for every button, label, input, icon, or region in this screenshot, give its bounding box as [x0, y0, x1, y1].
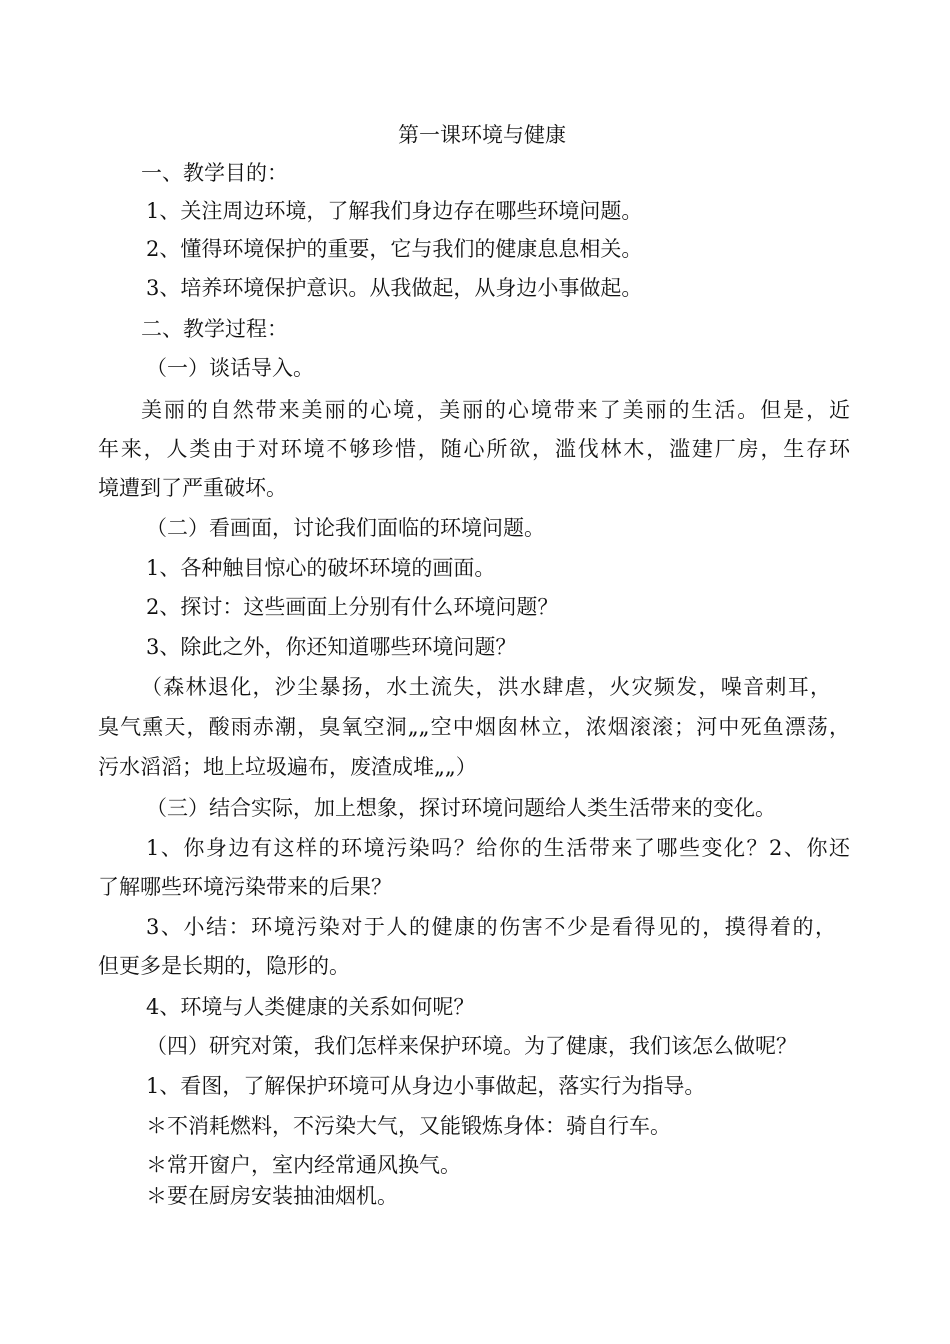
- goal-item-2: 2、懂得环境保护的重要，它与我们的健康息息相关。: [146, 237, 643, 261]
- paragraph-intro-line-1: 美丽的自然带来美丽的心境，美丽的心境带来了美丽的生活。但是，近: [141, 398, 850, 422]
- section-3-item-1-line-1: 1、你身边有这样的环境污染吗？给你的生活带来了哪些变化？2、你还: [146, 836, 850, 860]
- action-bullet-1: ＊不消耗燃料，不污染大气，又能锻炼身体：骑自行车。: [146, 1114, 671, 1138]
- heading-teaching-goals: 一、教学目的：: [141, 161, 288, 185]
- goal-item-3: 3、培养环境保护意识。从我做起，从身边小事做起。: [146, 276, 643, 300]
- goal-item-1: 1、关注周边环境，了解我们身边存在哪些环境问题。: [146, 199, 643, 223]
- document-title: 第一课环境与健康: [398, 123, 566, 147]
- section-3-summary-line-2: 但更多是长期的，隐形的。: [98, 954, 350, 978]
- problems-list-line-3: 污水滔滔；地上垃圾遍布，废渣成堆„„）: [98, 755, 477, 779]
- section-3-summary-line-1: 3、小结：环境污染对于人的健康的伤害不少是看得见的，摸得着的，: [146, 915, 836, 939]
- section-2-item-3: 3、除此之外，你还知道哪些环境问题？: [146, 635, 517, 659]
- section-3-item-1-line-2: 了解哪些环境污染带来的后果？: [98, 875, 392, 899]
- section-3-heading: （三）结合实际，加上想象，探讨环境问题给人类生活带来的变化。: [146, 796, 776, 820]
- section-3-item-4: 4、环境与人类健康的关系如何呢？: [146, 995, 475, 1019]
- section-1-heading: （一）谈话导入。: [146, 356, 314, 380]
- section-4-item-1: 1、看图，了解保护环境可从身边小事做起，落实行为指导。: [146, 1074, 706, 1098]
- paragraph-intro-line-2: 年来，人类由于对环境不够珍惜，随心所欲，滥伐林木，滥建厂房，生存环: [98, 437, 850, 461]
- section-2-item-1: 1、各种触目惊心的破坏环境的画面。: [146, 556, 496, 580]
- problems-list-line-1: （森林退化，沙尘暴扬，水土流失，洪水肆虐，火灾频发，噪音刺耳，: [141, 675, 831, 699]
- section-2-heading: （二）看画面，讨论我们面临的环境问题。: [146, 516, 545, 540]
- action-bullet-2: ＊常开窗户，室内经常通风换气。: [146, 1153, 461, 1177]
- heading-teaching-process: 二、教学过程：: [141, 317, 288, 341]
- problems-list-line-2: 臭气熏天，酸雨赤潮，臭氧空洞„„空中烟囱林立，浓烟滚滚；河中死鱼漂荡，: [98, 715, 850, 739]
- action-bullet-3: ＊要在厨房安装抽油烟机。: [146, 1184, 398, 1208]
- section-2-item-2: 2、探讨：这些画面上分别有什么环境问题？: [146, 595, 559, 619]
- paragraph-intro-line-3: 境遭到了严重破坏。: [98, 476, 287, 500]
- section-4-heading: （四）研究对策，我们怎样来保护环境。为了健康，我们该怎么做呢？: [146, 1034, 797, 1058]
